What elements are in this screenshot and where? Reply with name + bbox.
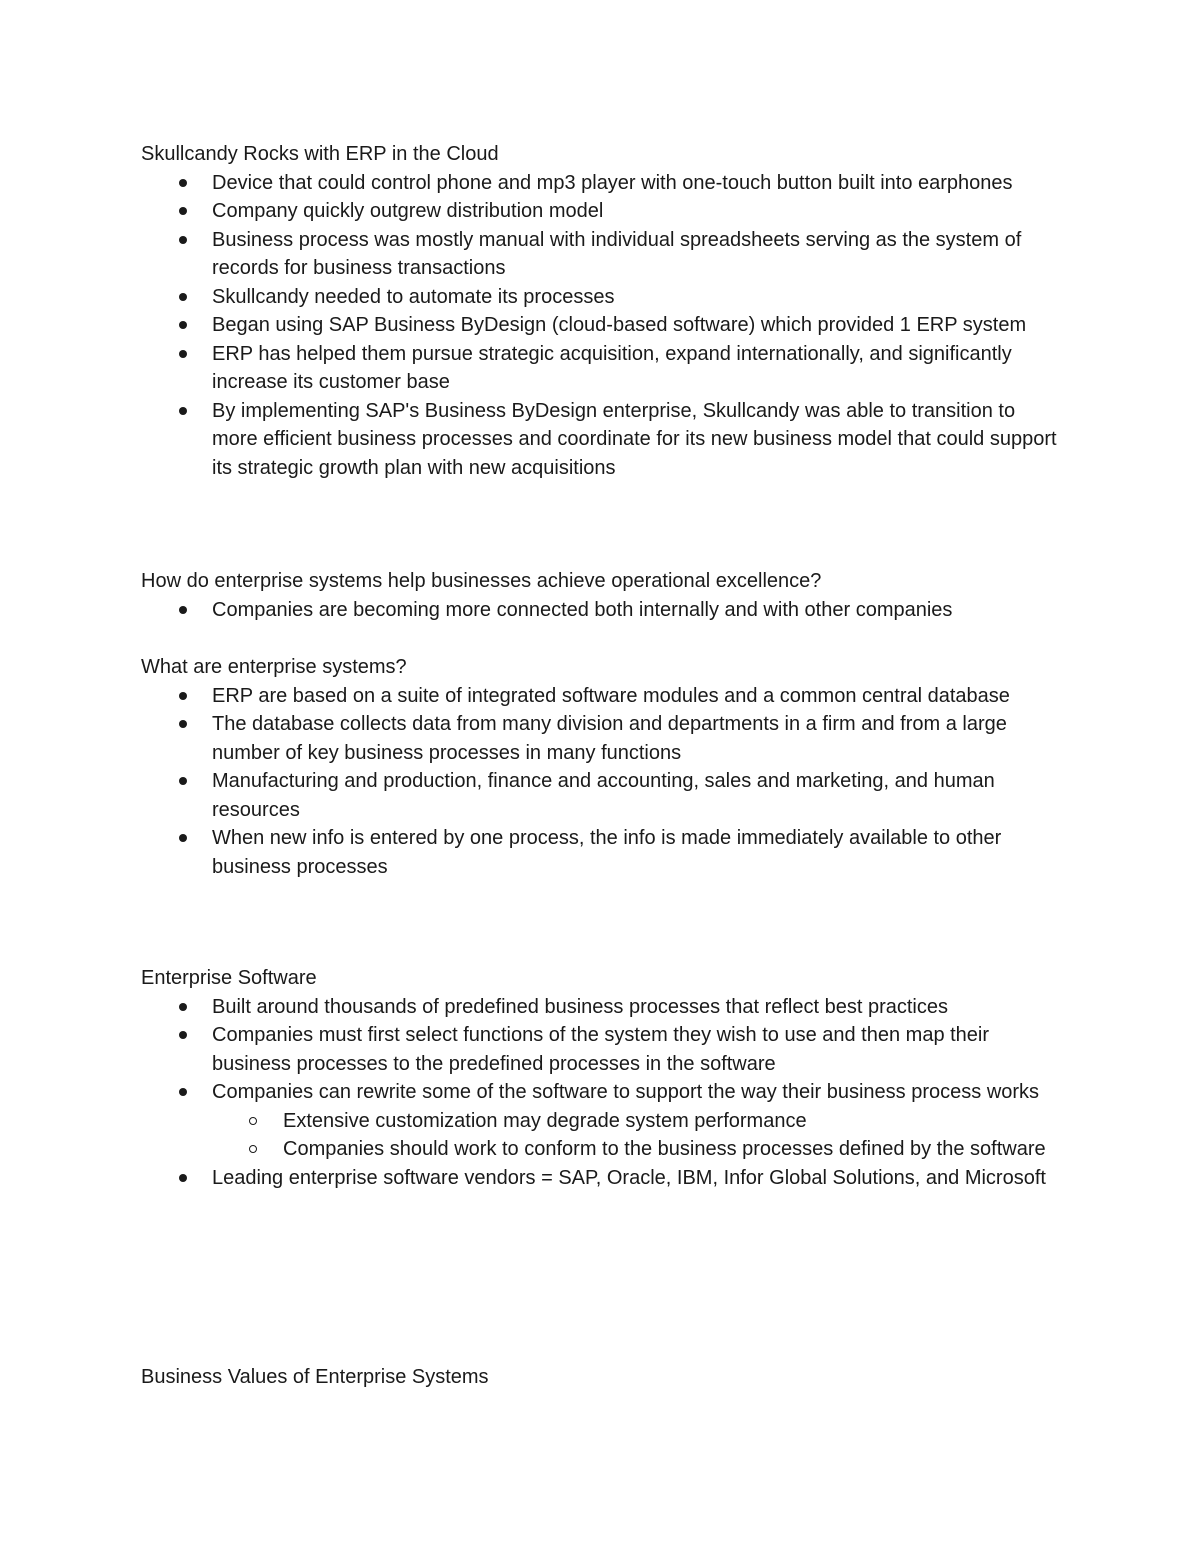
list-item — [141, 993, 1057, 1022]
sub-bullet-list — [212, 1107, 1057, 1164]
list-item — [141, 682, 1057, 711]
list-item-text: Leading enterprise software vendors = SAP, Oracle, IBM, Infor Global Solutions, and Microsoft — [212, 1166, 1046, 1189]
list-item-text: ERP has helped them pursue strategic acquisition, expand internationally, and significantly increase its customer base — [212, 342, 1012, 393]
list-item — [141, 824, 1057, 881]
sub-list-item-text: Companies should work to conform to the business processes defined by the software — [283, 1138, 1046, 1160]
list-item — [141, 767, 1057, 824]
bullet-icon — [179, 1003, 187, 1011]
sub-list-item-text: Extensive customization may degrade system performance — [283, 1109, 807, 1132]
bullet-icon — [179, 1088, 187, 1096]
bullet-icon — [179, 606, 187, 614]
hollow-bullet-icon — [249, 1117, 257, 1125]
list-item-text: Skullcandy needed to automate its processes — [212, 285, 615, 308]
list-item-text: Company quickly outgrew distribution model — [212, 200, 604, 222]
bullet-list — [141, 169, 1071, 483]
list-item — [141, 340, 1057, 397]
list-item-text: Companies must first select functions of the system they wish to use and then map their business processes to the predefined processes in the software — [212, 1024, 990, 1075]
bullet-icon — [179, 236, 187, 244]
bullet-icon — [179, 834, 187, 842]
list-item — [141, 283, 1057, 312]
list-item-text: Companies can rewrite some of the software to support the way their business process works — [212, 1081, 1040, 1103]
bullet-list — [141, 596, 1071, 625]
list-item-text: ERP are based on a suite of integrated software modules and a common central database — [212, 684, 1010, 707]
bullet-icon — [179, 207, 187, 215]
list-item — [141, 169, 1057, 198]
list-item — [141, 1078, 1057, 1164]
list-item-text: The database collects data from many division and departments in a firm and from a large number of key business processes in many functions — [212, 713, 1007, 764]
list-item-text: When new info is entered by one process, the info is made immediately available to other business processes — [212, 827, 1002, 878]
list-item — [141, 397, 1057, 483]
list-item-text: Companies are becoming more connected both internally and with other companies — [212, 598, 953, 621]
section-heading: Skullcandy Rocks with ERP in the Cloud — [141, 143, 499, 165]
bullet-icon — [179, 179, 187, 187]
bullet-icon — [179, 407, 187, 415]
bullet-icon — [179, 1174, 187, 1182]
section-heading: What are enterprise systems? — [141, 656, 407, 678]
section-heading: Enterprise Software — [141, 967, 317, 989]
list-item — [141, 226, 1057, 283]
list-item-text: By implementing SAP's Business ByDesign enterprise, Skullcandy was able to transition to more efficient business processes and coordinate for its new business model that could support its strategic growth plan with new acquisitions — [212, 399, 1057, 479]
section-what-are-enterprise-systems — [141, 653, 1071, 881]
list-item-text: Built around thousands of predefined business processes that reflect best practices — [212, 995, 948, 1018]
section-operational-excellence — [141, 567, 1071, 624]
section-business-values — [141, 1363, 1071, 1392]
bullet-icon — [179, 720, 187, 728]
list-item — [141, 710, 1057, 767]
section-enterprise-software — [141, 964, 1071, 1192]
list-item-text: Device that could control phone and mp3 player with one-touch button built into earphones — [212, 171, 1013, 194]
bullet-icon — [179, 692, 187, 700]
bullet-list — [141, 993, 1071, 1193]
hollow-bullet-icon — [249, 1145, 257, 1153]
sub-list-item — [212, 1107, 1057, 1136]
section-heading: Business Values of Enterprise Systems — [141, 1366, 489, 1388]
list-item — [141, 197, 1057, 226]
list-item — [141, 311, 1057, 340]
bullet-icon — [179, 1031, 187, 1039]
list-item — [141, 1021, 1057, 1078]
bullet-icon — [179, 321, 187, 329]
list-item-text: Began using SAP Business ByDesign (cloud-based software) which provided 1 ERP system — [212, 314, 1027, 336]
section-heading: How do enterprise systems help businesses achieve operational excellence? — [141, 570, 822, 592]
list-item-text: Manufacturing and production, finance and accounting, sales and marketing, and human resources — [212, 770, 995, 821]
bullet-list — [141, 682, 1071, 882]
bullet-icon — [179, 777, 187, 785]
bullet-icon — [179, 293, 187, 301]
list-item — [141, 1164, 1057, 1193]
sub-list-item — [212, 1135, 1057, 1164]
list-item — [141, 596, 1057, 625]
list-item-text: Business process was mostly manual with individual spreadsheets serving as the system of records for business transactions — [212, 228, 1022, 279]
bullet-icon — [179, 350, 187, 358]
section-skullcandy — [141, 140, 1071, 482]
